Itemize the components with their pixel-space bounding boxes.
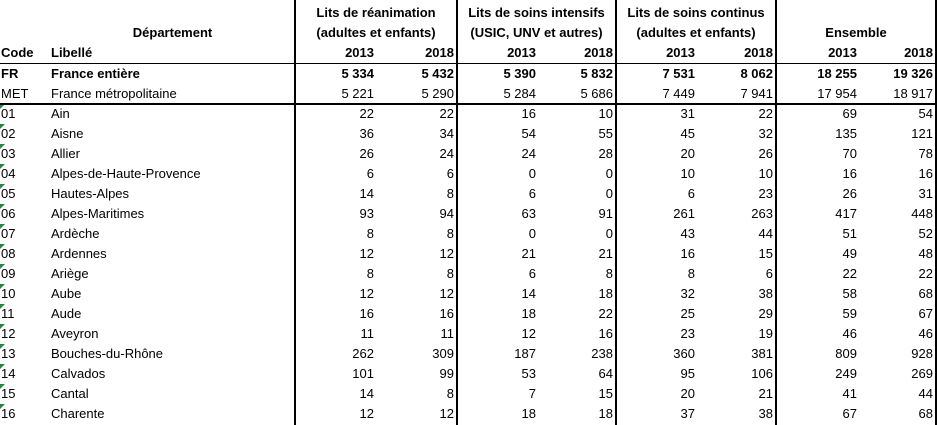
cell-value[interactable]: 46 bbox=[918, 326, 933, 341]
cell-value[interactable]: 22 bbox=[598, 306, 613, 321]
cell-value[interactable]: 20 bbox=[680, 146, 695, 161]
cell-value[interactable]: 25 bbox=[680, 306, 695, 321]
header-group-soins-continus bbox=[617, 3, 775, 43]
header-group-reanimation-line1: Lits de réanimation bbox=[316, 5, 436, 20]
cell-value[interactable]: 8 bbox=[366, 266, 374, 281]
cell-libelle[interactable]: France entière bbox=[51, 66, 140, 81]
cell-value[interactable]: 381 bbox=[751, 346, 773, 361]
cell-value[interactable]: 12 bbox=[439, 246, 454, 261]
cell-libelle[interactable]: Aube bbox=[51, 286, 82, 301]
cell-code[interactable]: FR bbox=[1, 66, 19, 81]
table-row bbox=[0, 184, 937, 204]
cell-value[interactable]: 6 bbox=[528, 266, 536, 281]
cell-value[interactable]: 18 bbox=[521, 306, 536, 321]
table-row bbox=[0, 324, 937, 344]
divider bbox=[775, 0, 777, 425]
cell-value[interactable]: 6 bbox=[366, 166, 374, 181]
header-group-soins-intensifs-line1: Lits de soins intensifs bbox=[468, 5, 605, 20]
cell-value[interactable]: 41 bbox=[842, 386, 857, 401]
cell-value[interactable]: 36 bbox=[359, 126, 374, 141]
cell-value[interactable]: 18 bbox=[598, 406, 613, 421]
cell-value[interactable]: 5 432 bbox=[421, 66, 454, 81]
cell-libelle[interactable]: Hautes-Alpes bbox=[51, 186, 130, 201]
cell-value[interactable]: 6 bbox=[687, 186, 695, 201]
cell-value[interactable]: 309 bbox=[432, 346, 454, 361]
cell-libelle[interactable]: Cantal bbox=[51, 386, 89, 401]
cell-code[interactable]: 10 bbox=[1, 286, 16, 301]
table-row bbox=[0, 404, 937, 424]
cell-value[interactable]: 106 bbox=[751, 366, 773, 381]
cell-value[interactable]: 26 bbox=[842, 186, 857, 201]
header-year: 2018 bbox=[425, 45, 454, 60]
cell-libelle[interactable]: Aude bbox=[51, 306, 82, 321]
cell-value[interactable]: 55 bbox=[598, 126, 613, 141]
cell-value[interactable]: 8 bbox=[446, 266, 454, 281]
cell-value[interactable]: 0 bbox=[605, 186, 613, 201]
cell-value[interactable]: 7 941 bbox=[740, 86, 773, 101]
table-row bbox=[0, 284, 937, 304]
cell-code[interactable]: MET bbox=[1, 86, 29, 101]
cell-value[interactable]: 16 bbox=[359, 306, 374, 321]
cell-libelle[interactable]: Charente bbox=[51, 406, 105, 421]
cell-value[interactable]: 44 bbox=[918, 386, 933, 401]
cell-value[interactable]: 63 bbox=[521, 206, 536, 221]
cell-value[interactable]: 8 bbox=[687, 266, 695, 281]
cell-libelle[interactable]: Calvados bbox=[51, 366, 106, 381]
cell-value[interactable]: 8 bbox=[446, 226, 454, 241]
cell-value[interactable]: 8 062 bbox=[740, 66, 773, 81]
header-libelle: Libellé bbox=[51, 45, 93, 60]
cell-value[interactable]: 18 917 bbox=[893, 86, 933, 101]
cell-value[interactable]: 809 bbox=[835, 346, 857, 361]
header-group-soins-continus-line1: Lits de soins continus bbox=[627, 5, 765, 20]
cell-value[interactable]: 23 bbox=[680, 326, 695, 341]
cell-value[interactable]: 31 bbox=[680, 106, 695, 121]
cell-value[interactable]: 7 531 bbox=[662, 66, 695, 81]
cell-value[interactable]: 12 bbox=[359, 406, 374, 421]
cell-value[interactable]: 31 bbox=[918, 186, 933, 201]
cell-value[interactable]: 14 bbox=[359, 386, 374, 401]
cell-value[interactable]: 5 290 bbox=[421, 86, 454, 101]
cell-libelle[interactable]: Allier bbox=[51, 146, 80, 161]
cell-value[interactable]: 7 449 bbox=[662, 86, 695, 101]
cell-libelle[interactable]: Alpes-de-Haute-Provence bbox=[51, 166, 201, 181]
cell-libelle[interactable]: France métropolitaine bbox=[51, 86, 177, 101]
cell-value[interactable]: 29 bbox=[758, 306, 773, 321]
divider bbox=[615, 0, 617, 425]
table-row bbox=[0, 304, 937, 324]
cell-value[interactable]: 54 bbox=[918, 106, 933, 121]
cell-value[interactable]: 121 bbox=[911, 126, 933, 141]
cell-value[interactable]: 16 bbox=[598, 326, 613, 341]
cell-code[interactable]: 05 bbox=[1, 186, 16, 201]
cell-value[interactable]: 263 bbox=[751, 206, 773, 221]
cell-value[interactable]: 38 bbox=[758, 406, 773, 421]
cell-value[interactable]: 68 bbox=[918, 286, 933, 301]
cell-value[interactable]: 6 bbox=[765, 266, 773, 281]
cell-code[interactable]: 16 bbox=[1, 406, 16, 421]
cell-value[interactable]: 16 bbox=[918, 166, 933, 181]
header-group-soins-intensifs bbox=[458, 3, 615, 43]
cell-libelle[interactable]: Bouches-du-Rhône bbox=[51, 346, 164, 361]
total-row bbox=[0, 84, 937, 104]
cell-code[interactable]: 07 bbox=[1, 226, 16, 241]
header-year: 2018 bbox=[904, 45, 933, 60]
cell-code[interactable]: 03 bbox=[1, 146, 16, 161]
cell-value[interactable]: 360 bbox=[673, 346, 695, 361]
total-row bbox=[0, 64, 937, 84]
table-row bbox=[0, 264, 937, 284]
cell-value[interactable]: 28 bbox=[598, 146, 613, 161]
cell-value[interactable]: 46 bbox=[842, 326, 857, 341]
header-year: 2018 bbox=[584, 45, 613, 60]
cell-value[interactable]: 8 bbox=[446, 186, 454, 201]
header-group-reanimation-line2: (adultes et enfants) bbox=[316, 25, 436, 40]
header-group-ensemble bbox=[777, 3, 935, 43]
cell-value[interactable]: 12 bbox=[359, 286, 374, 301]
cell-value[interactable]: 24 bbox=[439, 146, 454, 161]
cell-value[interactable]: 32 bbox=[680, 286, 695, 301]
cell-code[interactable]: 15 bbox=[1, 386, 16, 401]
cell-value[interactable]: 261 bbox=[673, 206, 695, 221]
cell-value[interactable]: 22 bbox=[359, 106, 374, 121]
cell-libelle[interactable]: Ardèche bbox=[51, 226, 100, 241]
header-year: 2013 bbox=[507, 45, 536, 60]
cell-code[interactable]: 01 bbox=[1, 106, 16, 121]
column-header-row bbox=[0, 43, 937, 63]
cell-value[interactable]: 19 bbox=[758, 326, 773, 341]
cell-value[interactable]: 54 bbox=[521, 126, 536, 141]
cell-value[interactable]: 22 bbox=[842, 266, 857, 281]
cell-value[interactable]: 5 686 bbox=[580, 86, 613, 101]
cell-value[interactable]: 53 bbox=[521, 366, 536, 381]
cell-code[interactable]: 13 bbox=[1, 346, 16, 361]
cell-value[interactable]: 67 bbox=[842, 406, 857, 421]
cell-value[interactable]: 78 bbox=[918, 146, 933, 161]
cell-value[interactable]: 0 bbox=[605, 226, 613, 241]
cell-value[interactable]: 93 bbox=[359, 206, 374, 221]
cell-libelle[interactable]: Ardennes bbox=[51, 246, 107, 261]
table-row bbox=[0, 224, 937, 244]
cell-code[interactable]: 08 bbox=[1, 246, 16, 261]
cell-value[interactable]: 44 bbox=[758, 226, 773, 241]
cell-value[interactable]: 448 bbox=[911, 206, 933, 221]
cell-value[interactable]: 12 bbox=[521, 326, 536, 341]
cell-value[interactable]: 24 bbox=[521, 146, 536, 161]
cell-libelle[interactable]: Ariège bbox=[51, 266, 89, 281]
cell-value[interactable]: 16 bbox=[521, 106, 536, 121]
cell-value[interactable]: 21 bbox=[521, 246, 536, 261]
header-group-reanimation bbox=[296, 3, 456, 43]
cell-value[interactable]: 8 bbox=[605, 266, 613, 281]
cell-value[interactable]: 417 bbox=[835, 206, 857, 221]
cell-value[interactable]: 58 bbox=[842, 286, 857, 301]
cell-value[interactable]: 12 bbox=[359, 246, 374, 261]
cell-value[interactable]: 12 bbox=[439, 406, 454, 421]
cell-value[interactable]: 26 bbox=[359, 146, 374, 161]
cell-libelle[interactable]: Aveyron bbox=[51, 326, 99, 341]
cell-value[interactable]: 21 bbox=[758, 386, 773, 401]
cell-value[interactable]: 95 bbox=[680, 366, 695, 381]
cell-value[interactable]: 5 390 bbox=[503, 66, 536, 81]
cell-value[interactable]: 5 284 bbox=[503, 86, 536, 101]
cell-value[interactable]: 32 bbox=[758, 126, 773, 141]
cell-value[interactable]: 34 bbox=[439, 126, 454, 141]
cell-value[interactable]: 20 bbox=[680, 386, 695, 401]
cell-value[interactable]: 249 bbox=[835, 366, 857, 381]
cell-value[interactable]: 16 bbox=[842, 166, 857, 181]
cell-value[interactable]: 8 bbox=[446, 386, 454, 401]
cell-value[interactable]: 38 bbox=[758, 286, 773, 301]
table-row bbox=[0, 164, 937, 184]
cell-value[interactable]: 19 326 bbox=[893, 66, 933, 81]
cell-value[interactable]: 6 bbox=[446, 166, 454, 181]
cell-value[interactable]: 59 bbox=[842, 306, 857, 321]
cell-value[interactable]: 45 bbox=[680, 126, 695, 141]
cell-value[interactable]: 22 bbox=[918, 266, 933, 281]
cell-value[interactable]: 16 bbox=[680, 246, 695, 261]
cell-value[interactable]: 238 bbox=[591, 346, 613, 361]
divider bbox=[0, 63, 937, 64]
cell-libelle[interactable]: Aisne bbox=[51, 126, 84, 141]
cell-value[interactable]: 7 bbox=[528, 386, 536, 401]
table-row bbox=[0, 384, 937, 404]
cell-value[interactable]: 37 bbox=[680, 406, 695, 421]
header-group-soins-continus-line2: (adultes et enfants) bbox=[636, 25, 756, 40]
cell-value[interactable]: 11 bbox=[440, 326, 454, 341]
cell-value[interactable]: 16 bbox=[439, 306, 454, 321]
cell-value[interactable]: 11 bbox=[360, 326, 374, 341]
cell-value[interactable]: 18 255 bbox=[817, 66, 857, 81]
cell-code[interactable]: 04 bbox=[1, 166, 16, 181]
table-row bbox=[0, 364, 937, 384]
cell-value[interactable]: 70 bbox=[842, 146, 857, 161]
cell-value[interactable]: 18 bbox=[598, 286, 613, 301]
cell-code[interactable]: 06 bbox=[1, 206, 16, 221]
cell-libelle[interactable]: Alpes-Maritimes bbox=[51, 206, 145, 221]
cell-value[interactable]: 10 bbox=[598, 106, 613, 121]
cell-value[interactable]: 269 bbox=[911, 366, 933, 381]
header-year: 2018 bbox=[744, 45, 773, 60]
cell-value[interactable]: 14 bbox=[359, 186, 374, 201]
divider bbox=[456, 0, 458, 425]
cell-value[interactable]: 187 bbox=[514, 346, 536, 361]
cell-value[interactable]: 135 bbox=[835, 126, 857, 141]
cell-value[interactable]: 26 bbox=[758, 146, 773, 161]
cell-value[interactable]: 101 bbox=[352, 366, 374, 381]
cell-value[interactable]: 23 bbox=[758, 186, 773, 201]
cell-value[interactable]: 17 954 bbox=[817, 86, 857, 101]
cell-value[interactable]: 10 bbox=[680, 166, 695, 181]
cell-value[interactable]: 68 bbox=[918, 406, 933, 421]
table-row bbox=[0, 104, 937, 124]
cell-value[interactable]: 22 bbox=[758, 106, 773, 121]
cell-value[interactable]: 22 bbox=[439, 106, 454, 121]
cell-value[interactable]: 5 832 bbox=[580, 66, 613, 81]
cell-value[interactable]: 69 bbox=[842, 106, 857, 121]
cell-value[interactable]: 15 bbox=[598, 386, 613, 401]
cell-code[interactable]: 11 bbox=[1, 306, 15, 321]
cell-code[interactable]: 12 bbox=[1, 326, 16, 341]
cell-code[interactable]: 09 bbox=[1, 266, 16, 281]
cell-value[interactable]: 8 bbox=[366, 226, 374, 241]
header-group-ensemble-line1: Ensemble bbox=[825, 25, 887, 40]
cell-value[interactable]: 14 bbox=[521, 286, 536, 301]
cell-value[interactable]: 64 bbox=[598, 366, 613, 381]
cell-value[interactable]: 0 bbox=[605, 166, 613, 181]
cell-value[interactable]: 21 bbox=[598, 246, 613, 261]
cell-value[interactable]: 928 bbox=[911, 346, 933, 361]
cell-value[interactable]: 5 334 bbox=[341, 66, 374, 81]
table-row bbox=[0, 124, 937, 144]
header-code: Code bbox=[1, 45, 34, 60]
cell-value[interactable]: 91 bbox=[598, 206, 613, 221]
header-group-soins-intensifs-line2: (USIC, UNV et autres) bbox=[470, 25, 603, 40]
table-row bbox=[0, 144, 937, 164]
cell-value[interactable]: 49 bbox=[842, 246, 857, 261]
header-year: 2013 bbox=[828, 45, 857, 60]
divider bbox=[294, 0, 296, 425]
cell-value[interactable]: 10 bbox=[758, 166, 773, 181]
table-row bbox=[0, 344, 937, 364]
table-row bbox=[0, 204, 937, 224]
cell-code[interactable]: 14 bbox=[1, 366, 16, 381]
cell-code[interactable]: 02 bbox=[1, 126, 16, 141]
cell-value[interactable]: 51 bbox=[842, 226, 857, 241]
header-year: 2013 bbox=[345, 45, 374, 60]
cell-value[interactable]: 5 221 bbox=[341, 86, 374, 101]
cell-value[interactable]: 52 bbox=[918, 226, 933, 241]
cell-value[interactable]: 43 bbox=[680, 226, 695, 241]
header-year: 2013 bbox=[666, 45, 695, 60]
divider bbox=[0, 103, 937, 105]
table-row bbox=[0, 244, 937, 264]
cell-value[interactable]: 15 bbox=[758, 246, 773, 261]
cell-value[interactable]: 6 bbox=[528, 186, 536, 201]
cell-value[interactable]: 0 bbox=[528, 166, 536, 181]
cell-value[interactable]: 262 bbox=[352, 346, 374, 361]
cell-value[interactable]: 48 bbox=[918, 246, 933, 261]
cell-value[interactable]: 18 bbox=[521, 406, 536, 421]
cell-value[interactable]: 0 bbox=[528, 226, 536, 241]
cell-value[interactable]: 12 bbox=[439, 286, 454, 301]
cell-libelle[interactable]: Ain bbox=[51, 106, 70, 121]
cell-value[interactable]: 94 bbox=[439, 206, 454, 221]
cell-value[interactable]: 67 bbox=[918, 306, 933, 321]
cell-value[interactable]: 99 bbox=[439, 366, 454, 381]
header-departement: Département bbox=[132, 25, 213, 40]
